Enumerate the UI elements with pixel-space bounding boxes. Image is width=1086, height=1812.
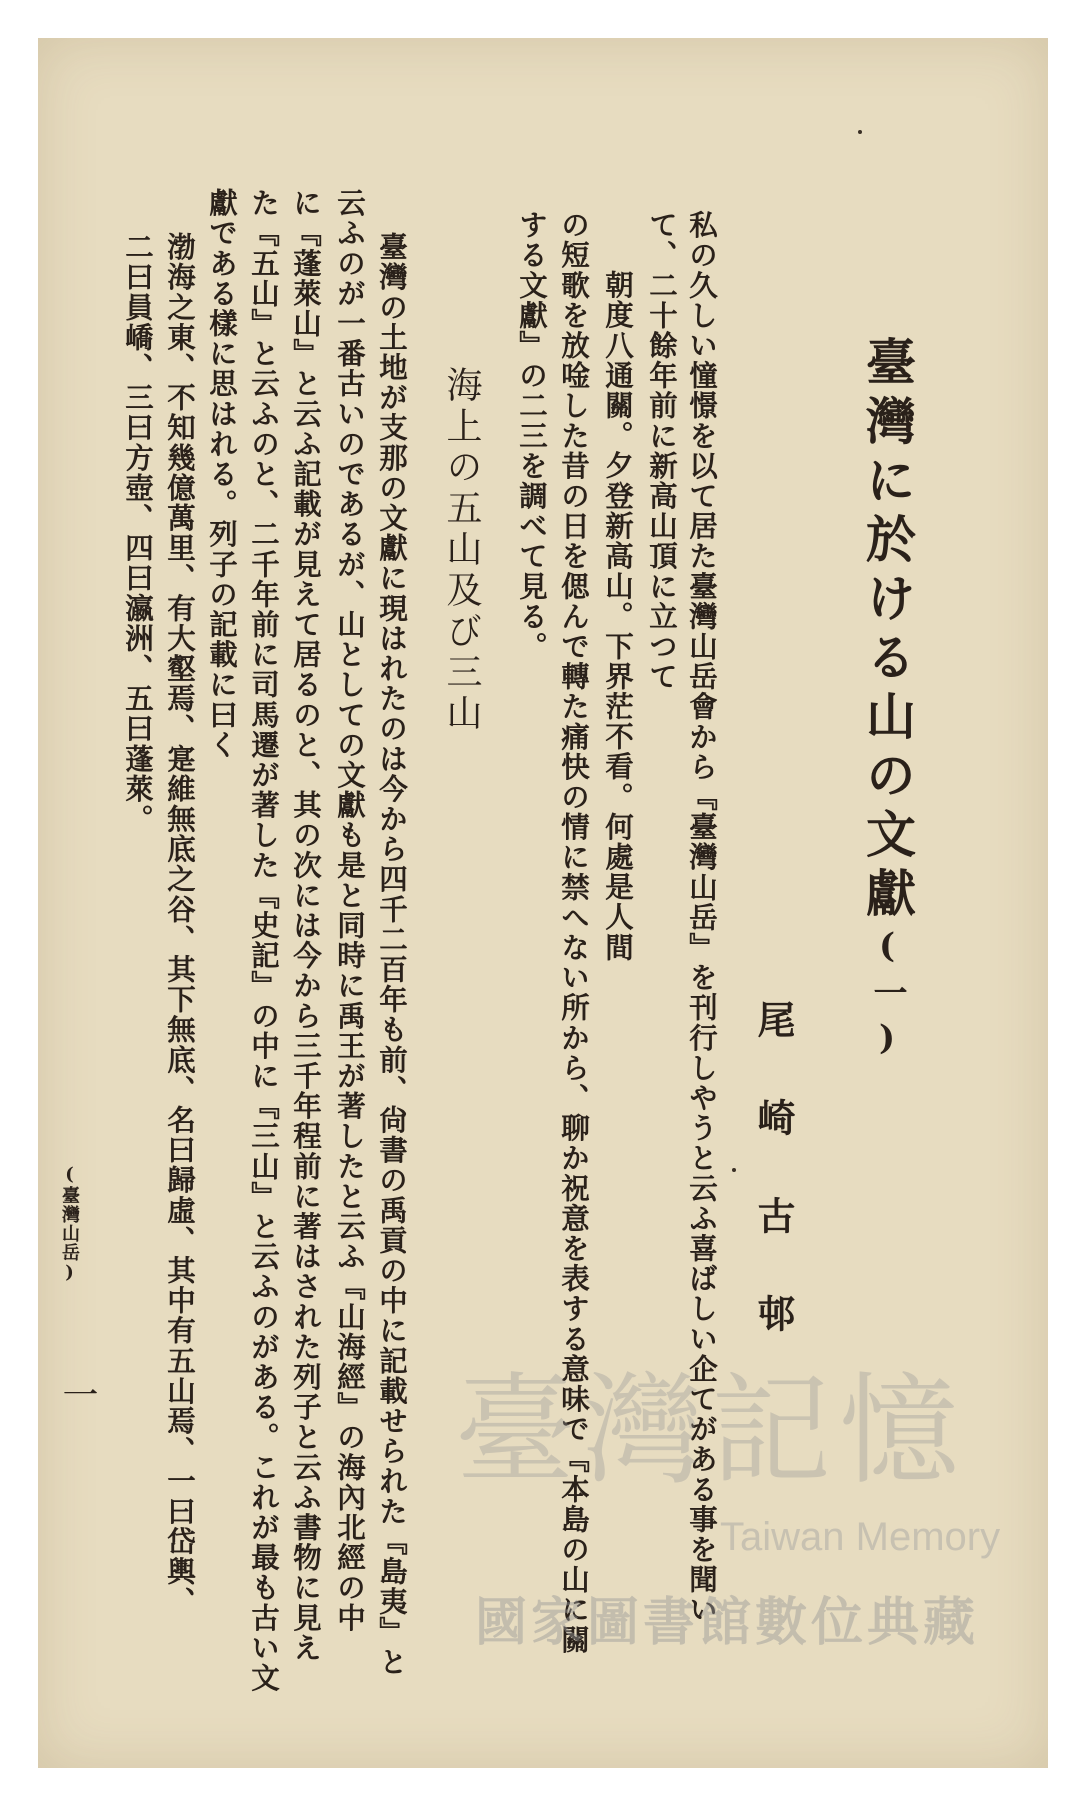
document-page: [38, 38, 1048, 1768]
journal-name: (臺灣山岳): [59, 1164, 80, 1284]
intro-line-2: て、二十餘年前に新高山頂に立つて: [645, 210, 679, 692]
watermark-english: Taiwan Memory: [720, 1515, 1001, 1559]
intro-line-5: する文獻』の二三を調べて見る。: [515, 210, 549, 662]
section-line-4: た『五山』と云ふのと、二千年前に司馬遷が著した『史記』の中に『三山』と云ふのがある。これが最も古い文: [247, 188, 281, 1693]
watermark-calligraphy: 臺灣記憶: [455, 1362, 967, 1501]
quote-line-1: 渤海之東、不知幾億萬里、有大壑焉、寔維無底之谷、其下無底、名曰歸虛、其中有五山焉、一曰岱輿、: [163, 232, 197, 1617]
section-line-3: に『蓬萊山』と云ふ記載が見えて居るのと、其の次には今から三千年程前に著はされた列子と云ふ書物に見え: [289, 188, 323, 1663]
section-line-2: 云ふのが一番古いのであるが、山としての文獻も是と同時に禹王が著したと云ふ『山海經』の海內北經の中: [333, 188, 367, 1633]
article-title: 臺灣に於ける山の文獻(一): [858, 336, 917, 1067]
quote-line-2: 二曰員嶠、三曰方壺、四曰瀛洲、五曰蓬萊。: [121, 232, 155, 834]
intro-poem: 朝度八通關。夕登新高山。下界茫不看。何處是人間: [601, 270, 635, 963]
paper-speck: [732, 1168, 736, 1172]
section-heading: 海上の五山及び三山: [441, 366, 482, 735]
section-line-5: 獻である樣に思はれる。列子の記載に曰く: [205, 188, 239, 760]
author-name: 尾崎古邨: [751, 1000, 796, 1392]
intro-line-1: 私の久しい憧憬を以て居た臺灣山岳會から『臺灣山岳』を刊行しやうと云ふ喜ばしい企てがある事を聞い: [685, 210, 719, 1625]
part-number: (一): [867, 926, 907, 1067]
watermark-chinese: 國家圖書館數位典藏: [475, 1593, 980, 1653]
section-line-1: 臺灣の土地が支那の文獻に現はれたのは今から四千二百年も前、尙書の禹貢の中に記載せられた『島夷』と: [375, 232, 409, 1677]
paper-speck: [858, 130, 862, 134]
intro-line-4: の短歌を放唫した昔の日を偲んで轉た痛快の情に禁へない所から、聊か祝意を表する意味で『本島の山に關: [557, 210, 591, 1655]
page-number: 一: [57, 1376, 98, 1412]
